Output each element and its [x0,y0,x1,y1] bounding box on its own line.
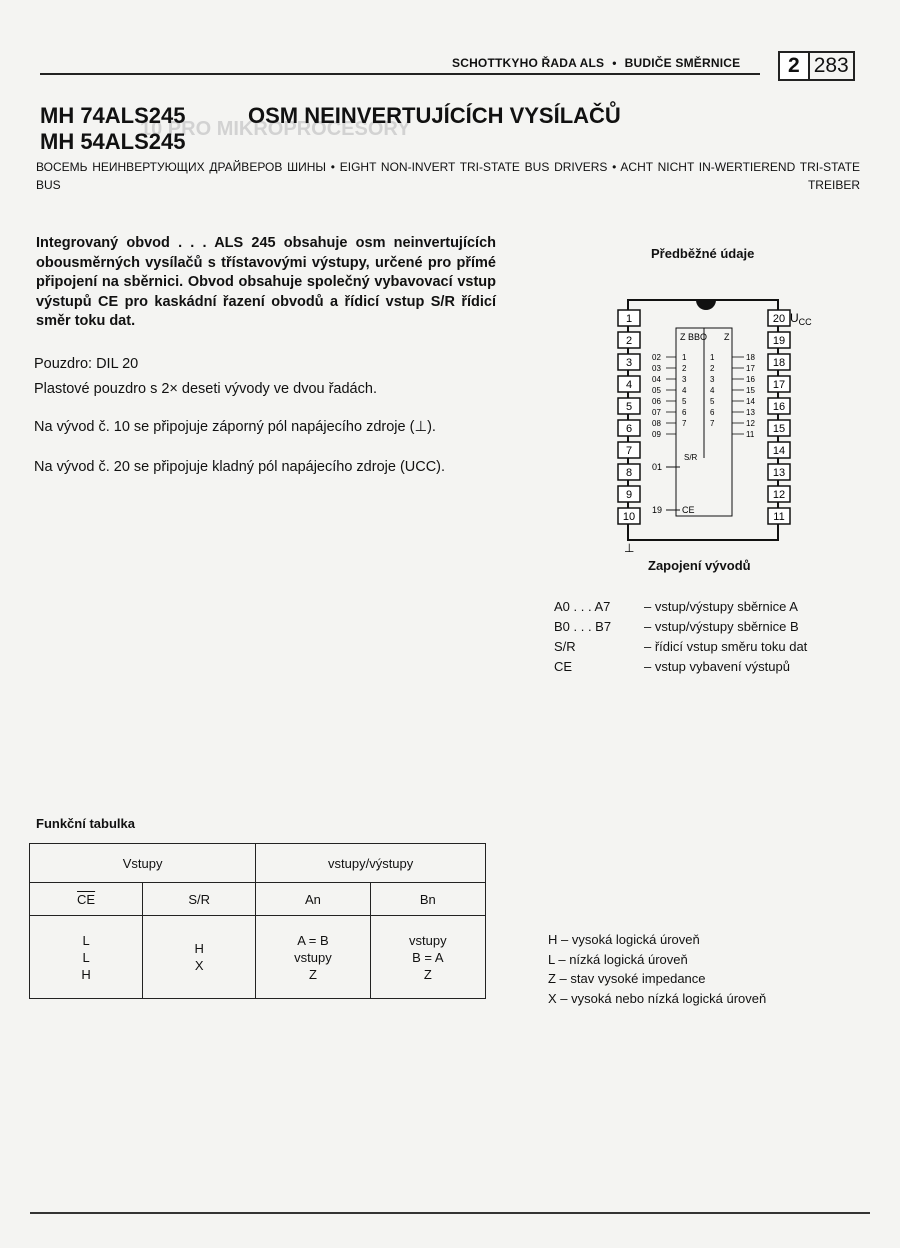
cell: vstupy [294,949,332,965]
inner-pin-02: 02 [652,353,661,362]
inner-pin-13: 13 [746,408,755,417]
inner-a-1: 1 [710,353,715,362]
pin-4 [618,376,640,392]
svg-text:12: 12 [772,489,786,501]
pin-diagram [600,262,850,562]
title-block [40,103,186,155]
svg-text:1: 1 [625,313,633,325]
legend-description: – vstup vybavení výstupů [644,659,790,674]
inner-a-7: 7 [710,419,715,428]
bottom-rule [30,1212,870,1214]
svg-text:5: 5 [625,401,633,413]
pin-3 [618,354,640,370]
bn-values [370,916,485,999]
inner-a-3: 3 [710,375,715,384]
intro-paragraph: Integrovaný obvod . . . ALS 245 obsahuje osm neinvertujících obousměrných vysílačů s třístavovými výstupy, určené pro přímé připojení na sběrnici. Obvod obsahuje společný vybavovací vstup výstupů CE pro kaskádní řazení obvodů a řídicí vstup S/R řídicí směr toku dat. [36,235,496,329]
page-number-box [778,51,855,81]
svg-text:20: 20 [772,313,786,325]
inner-pin-18: 18 [746,353,755,362]
legend-symbol: CE [554,659,573,674]
bullet: • [612,56,617,70]
package-description: Plastové pouzdro s 2× deseti vývody ve dvou řadách. [34,381,377,397]
inner-pin-09: 09 [652,430,661,439]
pin-10 [618,508,640,524]
pin-5 [618,398,640,414]
inner-a-5: 5 [710,397,715,406]
inner-pin-14: 14 [746,397,755,406]
pin-14 [768,442,790,458]
svg-text:2: 2 [625,335,633,347]
io-header: vstupy/výstupy [256,844,486,883]
inner-pin-12: 12 [746,419,755,428]
inner-pin-16: 16 [746,375,755,384]
svg-text:18: 18 [772,357,786,369]
header-series: SCHOTTKYHO ŘADA ALS [452,56,605,70]
inner-pin-15: 15 [746,386,755,395]
part-number-54: MH 54ALS245 [40,129,186,154]
level-legend [548,930,766,1008]
function-table [29,843,486,999]
svg-text:13: 13 [772,467,786,479]
pin-17 [768,376,790,392]
cell: L [82,949,90,965]
bleed-through-text: 10 PRO MIKROPROCESORY [140,118,411,140]
chip-label: BBO [688,332,708,342]
legend-z: Z – stav vysoké impedance [548,971,706,986]
cell: X [194,958,204,973]
inner-pin-17: 17 [746,364,755,373]
pin20-note: Na vývod č. 20 se připojuje kladný pól napájecího zdroje (UCC). [34,459,446,475]
inner-pin-03: 03 [652,364,661,373]
device-name: OSM NEINVERTUJÍCÍCH VYSÍLAČŮ [248,103,621,128]
header-section: BUDIČE SMĚRNICE [624,56,741,70]
pin-12 [768,486,790,502]
function-table-title: Funkční tabulka [36,816,135,831]
legend-x: X – vysoká nebo nízká logická úroveň [548,990,767,1006]
svg-text:7: 7 [625,445,633,457]
svg-text:15: 15 [772,423,786,435]
ground-symbol: ⊥ [624,541,635,555]
cell: L [82,932,90,948]
svg-text:4: 4 [625,379,633,391]
inner-b-2: 2 [682,364,687,373]
sr-label: S/R [684,453,698,462]
inner-b-6: 6 [682,408,687,417]
cell: A = B [297,932,329,948]
pin-legend-row [554,658,811,676]
ce-pin-label: 19 [652,505,663,515]
multilingual-subtitle: ВОСЕМЬ НЕИНВЕРТУЮЩИХ ДРАЙВЕРОВ ШИНЫ • EIGHT NON-INVERT TRI-STATE BUS DRIVERS • ACHT NICHT IN-WERTIEREND TRI-STATE BUS TREIBER [36,160,860,192]
cell: Z [308,966,317,982]
pin-9 [618,486,640,502]
pin-legend-row [554,598,811,616]
pin-20 [768,310,790,326]
svg-text:11: 11 [773,511,785,523]
part-number-74: MH 74ALS245 [40,103,186,128]
pin-1 [618,310,640,326]
pin-8 [618,464,640,480]
inputs-header: Vstupy [30,844,256,883]
cell: H [194,941,204,956]
legend-description: – vstup/výstupy sběrnice B [644,619,799,634]
inner-b-3: 3 [682,375,687,384]
preliminary-data-label: Předběžné údaje [651,246,755,261]
running-header [452,56,740,70]
svg-text:16: 16 [772,401,786,413]
page-number: 283 [813,54,849,77]
cell: Z [423,966,432,982]
sr-values [143,916,256,999]
pin-legend [552,596,813,678]
inner-pin-05: 05 [652,386,661,395]
col-ce: $\overline{CE}$ [30,883,143,916]
pin-11 [768,508,790,524]
svg-text:19: 19 [772,335,786,347]
inner-b-5: 5 [682,397,687,406]
inner-pin-08: 08 [652,419,661,428]
cell: H [81,966,91,982]
package-line: Pouzdro: DIL 20 [34,356,139,372]
pin-16 [768,398,790,414]
legend-description: – vstup/výstupy sběrnice A [644,599,798,614]
cell: B = A [412,949,444,965]
inner-b-7: 7 [682,419,687,428]
inner-a-6: 6 [710,408,715,417]
pin-13 [768,464,790,480]
inner-pin-04: 04 [652,375,661,384]
svg-text:14: 14 [772,445,786,457]
legend-description: – řídicí vstup směru toku dat [644,639,808,654]
ce-label: CE [682,505,695,515]
sr-pin-label: 01 [652,462,663,472]
pin-18 [768,354,790,370]
legend-h: H – vysoká logická úroveň [548,932,700,947]
legend-symbol: A0 . . . A7 [554,599,611,614]
inner-b-4: 4 [682,386,687,395]
pin-15 [768,420,790,436]
pin-2 [618,332,640,348]
pin-legend-row [554,638,811,656]
ucc-label: $U_{CC}$ [790,311,812,327]
svg-text:6: 6 [625,423,633,435]
an-values [256,916,370,999]
ce-values [30,916,143,999]
pin-19 [768,332,790,348]
legend-symbol: S/R [554,639,576,654]
legend-l: L – nízká logická úroveň [548,951,688,967]
pin-7 [618,442,640,458]
svg-text:8: 8 [625,467,633,479]
col-sr: S/R [143,883,256,916]
inner-a-2: 2 [710,364,715,373]
svg-text:9: 9 [625,489,633,501]
chapter-number: 2 [780,53,810,79]
pinout-caption: Zapojení vývodů [648,558,751,573]
pin-6 [618,420,640,436]
svg-text:10: 10 [622,511,636,523]
col-bn: Bn [370,883,485,916]
svg-text:17: 17 [772,379,786,391]
inner-b-1: 1 [682,353,687,362]
inner-pin-11: 11 [746,430,755,439]
inner-z-left: Z [680,332,686,342]
pin10-note: Na vývod č. 10 se připojuje záporný pól napájecího zdroje (⊥). [34,419,436,435]
inner-pin-07: 07 [652,408,661,417]
inner-z-right: Z [724,332,730,342]
inner-a-4: 4 [710,386,715,395]
svg-text:3: 3 [625,357,633,369]
inner-pin-06: 06 [652,397,661,406]
pin-legend-row [554,618,811,636]
header-rule [40,73,760,75]
legend-symbol: B0 . . . B7 [554,619,612,634]
cell: vstupy [409,932,447,948]
col-an: An [256,883,370,916]
